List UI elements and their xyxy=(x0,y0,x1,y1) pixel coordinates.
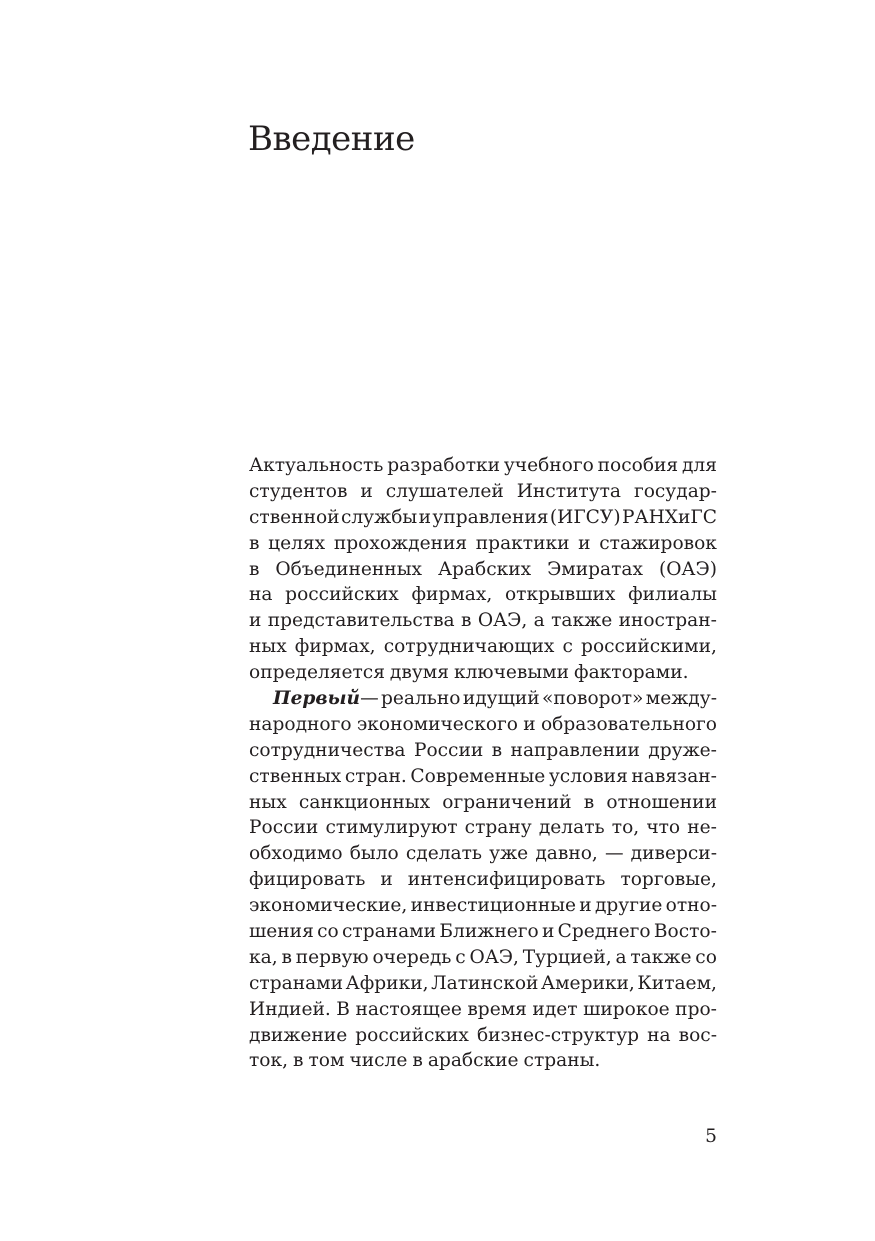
word: санкционных xyxy=(298,791,431,813)
word: Современные xyxy=(410,765,546,787)
text-line xyxy=(249,557,717,583)
word: в xyxy=(281,946,292,968)
word: страну xyxy=(464,817,532,839)
word: странами xyxy=(342,921,437,943)
word: Латинской xyxy=(431,972,539,994)
word: обходимо xyxy=(249,843,343,865)
word: ограничений xyxy=(442,791,572,813)
word: факторами. xyxy=(574,662,689,684)
word: в xyxy=(583,791,595,813)
word: двумя xyxy=(389,662,449,684)
word: бизнес-структур xyxy=(476,1024,640,1046)
word: В xyxy=(336,998,350,1020)
word: друже- xyxy=(648,739,717,761)
word: стимулируют xyxy=(325,817,458,839)
word: экономические, xyxy=(249,895,408,917)
word: ключевыми xyxy=(453,662,570,684)
word: со xyxy=(317,921,339,943)
word: Африки, xyxy=(345,972,429,994)
word: реально xyxy=(380,688,461,710)
word: а xyxy=(615,946,627,968)
word: что xyxy=(646,817,681,839)
word: инвестиционные xyxy=(410,895,577,917)
word: числе xyxy=(349,1050,408,1072)
word: — xyxy=(360,688,379,710)
word: фирмах, xyxy=(411,584,493,606)
paragraph-1 xyxy=(249,453,717,686)
word: Института xyxy=(516,480,622,502)
word: фицировать xyxy=(249,869,366,891)
word: ток, xyxy=(249,1050,289,1072)
word: учебного xyxy=(503,455,594,476)
word: и xyxy=(578,532,591,554)
word: «поворот» xyxy=(542,688,644,710)
word: фирмах, xyxy=(294,636,376,658)
word: и xyxy=(579,895,592,917)
text-line xyxy=(249,971,717,997)
word: и xyxy=(418,506,431,528)
word: также xyxy=(630,946,692,968)
word: Объединенных xyxy=(275,558,422,580)
word: условия xyxy=(548,765,628,787)
word: и xyxy=(380,869,393,891)
word: диверси- xyxy=(630,843,717,865)
text-line xyxy=(249,919,717,945)
text-line xyxy=(249,479,717,505)
text-line xyxy=(249,505,717,531)
word: ОАЭ, xyxy=(477,610,528,632)
word: со xyxy=(695,946,717,968)
word: студентов xyxy=(249,480,348,502)
word: — xyxy=(604,843,624,865)
text-line xyxy=(249,738,717,764)
text-line xyxy=(249,1023,717,1049)
text-line xyxy=(249,582,717,608)
word: очередь xyxy=(372,946,452,968)
word: отно- xyxy=(665,895,717,917)
word: том xyxy=(308,1050,345,1072)
word: слушателей xyxy=(385,480,504,502)
body-text xyxy=(249,453,717,1074)
word: вос- xyxy=(678,1024,717,1046)
word: в xyxy=(491,739,503,761)
word: российских xyxy=(355,1024,469,1046)
word: России xyxy=(413,739,484,761)
word: народного xyxy=(249,713,352,735)
word: также xyxy=(551,610,613,632)
word: в xyxy=(461,610,472,632)
word: ка, xyxy=(249,946,278,968)
text-line xyxy=(249,660,717,686)
word: с xyxy=(455,946,466,968)
word: давно, xyxy=(535,843,598,865)
word: ОАЭ, xyxy=(469,946,519,968)
word: и xyxy=(249,610,262,632)
text-line xyxy=(249,841,717,867)
word: российских xyxy=(285,584,399,606)
text-line xyxy=(249,893,717,919)
text-line xyxy=(249,1048,717,1074)
word: настоящее xyxy=(355,998,462,1020)
word: РАНХиГС xyxy=(622,506,717,528)
word: отношении xyxy=(606,791,717,813)
word: ных xyxy=(249,636,287,658)
word: ных xyxy=(249,791,287,813)
text-line xyxy=(249,997,717,1023)
word: в xyxy=(412,1050,423,1072)
page-title: Введение xyxy=(248,119,415,159)
text-line xyxy=(249,531,717,557)
word: образовательного xyxy=(540,713,717,735)
word: идущий xyxy=(462,688,540,710)
text-line xyxy=(249,815,717,841)
word: прохождения xyxy=(333,532,468,554)
word: управления xyxy=(432,506,549,528)
word: Восто- xyxy=(653,921,717,943)
word: на xyxy=(249,584,273,606)
word: практики xyxy=(475,532,570,554)
text-line xyxy=(249,945,717,971)
word: не- xyxy=(687,817,717,839)
word: Турцией, xyxy=(522,946,612,968)
word: иностран- xyxy=(618,610,717,632)
text-line xyxy=(249,453,717,479)
word: идет xyxy=(532,998,578,1020)
word: а xyxy=(533,610,545,632)
word: было xyxy=(349,843,399,865)
word: сделать xyxy=(405,843,483,865)
word: торговые, xyxy=(620,869,717,891)
word: экономического xyxy=(356,713,518,735)
word: России xyxy=(249,817,319,839)
word: арабские xyxy=(427,1050,519,1072)
word: Индией. xyxy=(249,998,331,1020)
word: страны. xyxy=(523,1050,601,1072)
text-line xyxy=(249,712,717,738)
text-line xyxy=(249,790,717,816)
word: сотрудничающих xyxy=(383,636,555,658)
word: первую xyxy=(295,946,369,968)
word: представительства xyxy=(267,610,455,632)
word: (ОАЭ) xyxy=(658,558,717,580)
word: широкое xyxy=(583,998,670,1020)
word: ственной xyxy=(249,506,340,528)
word: целях xyxy=(268,532,326,554)
page-number: 5 xyxy=(705,1126,717,1147)
text-line xyxy=(249,867,717,893)
word: государ- xyxy=(633,480,717,502)
emphasis-first: Первый xyxy=(273,688,361,710)
word: (ИГСУ) xyxy=(549,506,621,528)
text-line xyxy=(249,634,717,660)
word: в xyxy=(249,532,260,554)
word: Актуальность xyxy=(249,455,384,476)
word: Китаем, xyxy=(637,972,717,994)
word: разработки xyxy=(387,455,501,476)
word: стран. xyxy=(344,765,407,787)
word: Ближнего xyxy=(439,921,539,943)
word: на xyxy=(647,1024,671,1046)
word: Америки, xyxy=(541,972,635,994)
word: с xyxy=(562,636,573,658)
word: российскими, xyxy=(581,636,717,658)
word: между- xyxy=(645,688,717,710)
word: сотрудничества xyxy=(249,739,406,761)
word: то, xyxy=(611,817,640,839)
word: ственных xyxy=(249,765,342,787)
text-line xyxy=(249,608,717,634)
word: в xyxy=(293,1050,304,1072)
word: и xyxy=(523,713,536,735)
word: Среднего xyxy=(557,921,651,943)
first-line-lead-group xyxy=(273,686,379,712)
word: шения xyxy=(249,921,314,943)
word: определяется xyxy=(249,662,385,684)
word: странами xyxy=(249,972,344,994)
word: пособия xyxy=(597,455,679,476)
word: другие xyxy=(594,895,663,917)
word: навязан- xyxy=(631,765,717,787)
paragraph-2 xyxy=(249,686,717,1074)
word: про- xyxy=(675,998,717,1020)
word: время xyxy=(467,998,527,1020)
word: Эмиратах xyxy=(547,558,643,580)
word: уже xyxy=(489,843,529,865)
text-line xyxy=(249,686,717,712)
word: и xyxy=(360,480,373,502)
word: интенсифицировать xyxy=(407,869,606,891)
word: открывших xyxy=(504,584,616,606)
word: делать xyxy=(538,817,605,839)
word: для xyxy=(681,455,717,476)
word: службы xyxy=(340,506,418,528)
word: движение xyxy=(249,1024,348,1046)
word: Арабских xyxy=(437,558,532,580)
word: стажировок xyxy=(599,532,717,554)
word: филиалы xyxy=(628,584,717,606)
word: направлении xyxy=(510,739,640,761)
word: и xyxy=(541,921,555,943)
text-line xyxy=(249,764,717,790)
word: в xyxy=(249,558,260,580)
